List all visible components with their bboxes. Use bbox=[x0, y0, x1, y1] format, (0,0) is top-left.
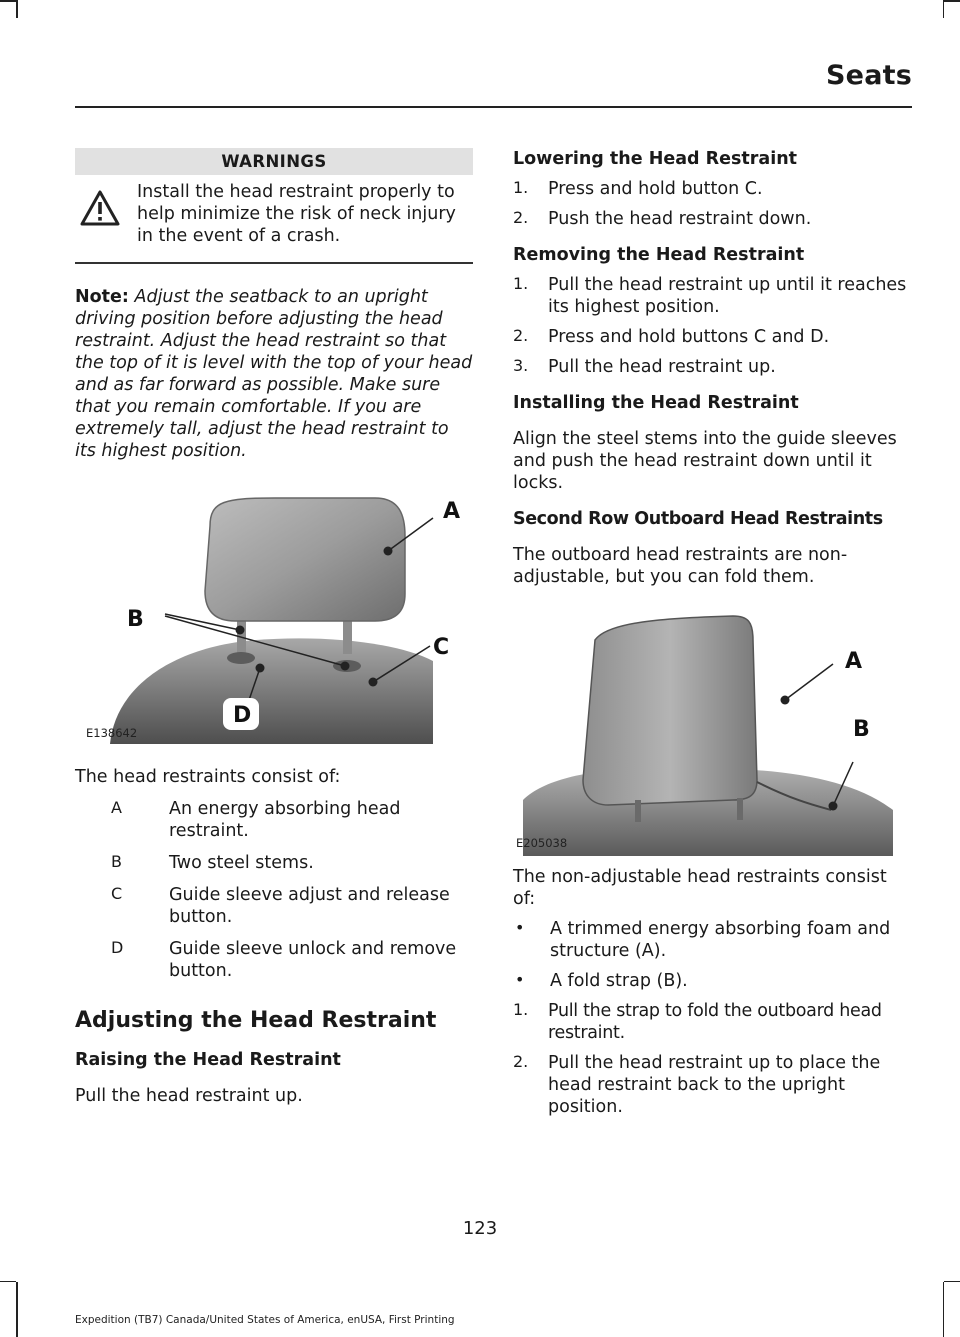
crop-mark bbox=[944, 1281, 960, 1283]
list-item bbox=[513, 326, 911, 348]
callout-b: B bbox=[853, 717, 870, 742]
step-number: 1. bbox=[513, 1000, 529, 1019]
bullet-text: A trimmed energy absorbing foam and structure (A). bbox=[550, 919, 891, 961]
removing-steps bbox=[513, 274, 911, 378]
step-number: 2. bbox=[513, 326, 529, 345]
list-item bbox=[513, 970, 911, 992]
list-item bbox=[111, 798, 473, 842]
callout-a: A bbox=[443, 498, 461, 524]
list-item bbox=[513, 1000, 911, 1044]
fold-steps bbox=[513, 1000, 911, 1118]
note-label: Note: bbox=[75, 286, 129, 307]
warning-block bbox=[75, 181, 473, 247]
step-number: 2. bbox=[513, 208, 529, 227]
list-item bbox=[513, 274, 911, 318]
step-text: Push the head restraint down. bbox=[548, 209, 812, 229]
part-key: C bbox=[111, 883, 123, 903]
part-key: D bbox=[111, 937, 124, 957]
bullet-text: A fold strap (B). bbox=[550, 971, 688, 991]
warning-text: Install the head restraint properly to help minimize the risk of neck injury in the event of a crash. bbox=[137, 182, 456, 246]
part-key: A bbox=[111, 797, 122, 817]
crop-mark bbox=[943, 0, 945, 18]
figure-code: E138642 bbox=[86, 725, 138, 740]
callout-b: B bbox=[127, 606, 144, 632]
note-paragraph bbox=[75, 286, 473, 462]
subheading-removing: Removing the Head Restraint bbox=[513, 245, 805, 265]
page-title: Seats bbox=[826, 60, 912, 91]
step-text: Pull the head restraint up until it reaches its highest position. bbox=[548, 275, 907, 317]
bullet: • bbox=[515, 918, 525, 937]
note-text: Adjust the seatback to an upright driving position before adjusting the head restraint. Adjust the head restraint so that the top of it is level with the top of your head and as far forward as possible. Make sure that you remain comfortable. If you are extremely tall, adjust the head restraint to its highest position. bbox=[75, 286, 473, 461]
right-column bbox=[513, 148, 911, 1118]
subheading-installing: Installing the Head Restraint bbox=[513, 393, 799, 413]
callout-a: A bbox=[845, 649, 863, 674]
bullet-list bbox=[513, 918, 911, 992]
step-text: Press and hold buttons C and D. bbox=[548, 327, 830, 347]
part-text: Two steel stems. bbox=[169, 852, 314, 873]
step-number: 2. bbox=[513, 1052, 529, 1071]
head-restraint-illustration bbox=[75, 476, 473, 744]
part-text: An energy absorbing head restraint. bbox=[169, 798, 401, 841]
part-key: B bbox=[111, 851, 122, 871]
subheading-raising: Raising the Head Restraint bbox=[75, 1049, 341, 1070]
crop-mark bbox=[0, 0, 16, 2]
figure-code: E205038 bbox=[516, 836, 568, 850]
callout-d: D bbox=[233, 702, 252, 728]
step-text: Pull the strap to fold the outboard head restraint. bbox=[548, 1001, 882, 1043]
step-text: Pull the head restraint up to place the head restraint back to the upright position. bbox=[548, 1053, 881, 1117]
install-text: Align the steel stems into the guide sleeves and push the head restraint down until it locks. bbox=[513, 429, 897, 493]
second-row-text: The outboard head restraints are non-adjustable, but you can fold them. bbox=[513, 545, 848, 587]
step-text: Pull the head restraint up. bbox=[548, 357, 776, 377]
head-restraint-figure bbox=[75, 476, 473, 744]
outboard-restraint-figure bbox=[513, 600, 911, 856]
consist-intro: The head restraints consist of: bbox=[75, 766, 341, 787]
crop-mark bbox=[944, 0, 960, 2]
subheading-lowering: Lowering the Head Restraint bbox=[513, 149, 798, 169]
raise-text: Pull the head restraint up. bbox=[75, 1085, 303, 1106]
warnings-heading: WARNINGS bbox=[75, 148, 473, 175]
step-text: Press and hold button C. bbox=[548, 179, 763, 199]
part-text: Guide sleeve adjust and release button. bbox=[169, 884, 450, 927]
parts-list bbox=[75, 798, 473, 982]
outboard-restraint-illustration bbox=[513, 600, 911, 856]
lowering-steps bbox=[513, 178, 911, 230]
subheading-second-row: Second Row Outboard Head Restraints bbox=[513, 509, 883, 529]
nonadj-intro: The non-adjustable head restraints consist of: bbox=[513, 867, 887, 909]
step-number: 3. bbox=[513, 356, 529, 375]
list-item bbox=[513, 356, 911, 378]
crop-mark bbox=[16, 0, 18, 18]
bullet: • bbox=[515, 970, 525, 989]
crop-mark bbox=[16, 1282, 18, 1337]
footer-text: Expedition (TB7) Canada/United States of America, enUSA, First Printing bbox=[75, 1314, 455, 1326]
list-item bbox=[111, 938, 473, 982]
warning-divider bbox=[75, 262, 473, 264]
section-heading-adjusting: Adjusting the Head Restraint bbox=[75, 1007, 437, 1033]
step-number: 1. bbox=[513, 274, 529, 293]
header-divider bbox=[75, 106, 912, 108]
list-item bbox=[111, 884, 473, 928]
list-item bbox=[513, 178, 911, 200]
left-column bbox=[75, 148, 473, 1107]
warning-triangle-icon bbox=[75, 181, 129, 231]
list-item bbox=[513, 1052, 911, 1118]
page-number: 123 bbox=[462, 1218, 498, 1239]
list-item bbox=[111, 852, 473, 874]
part-text: Guide sleeve unlock and remove button. bbox=[169, 938, 457, 981]
crop-mark bbox=[0, 1281, 16, 1283]
crop-mark bbox=[943, 1282, 945, 1337]
list-item bbox=[513, 208, 911, 230]
list-item bbox=[513, 918, 911, 962]
step-number: 1. bbox=[513, 178, 529, 197]
callout-c: C bbox=[433, 634, 450, 660]
